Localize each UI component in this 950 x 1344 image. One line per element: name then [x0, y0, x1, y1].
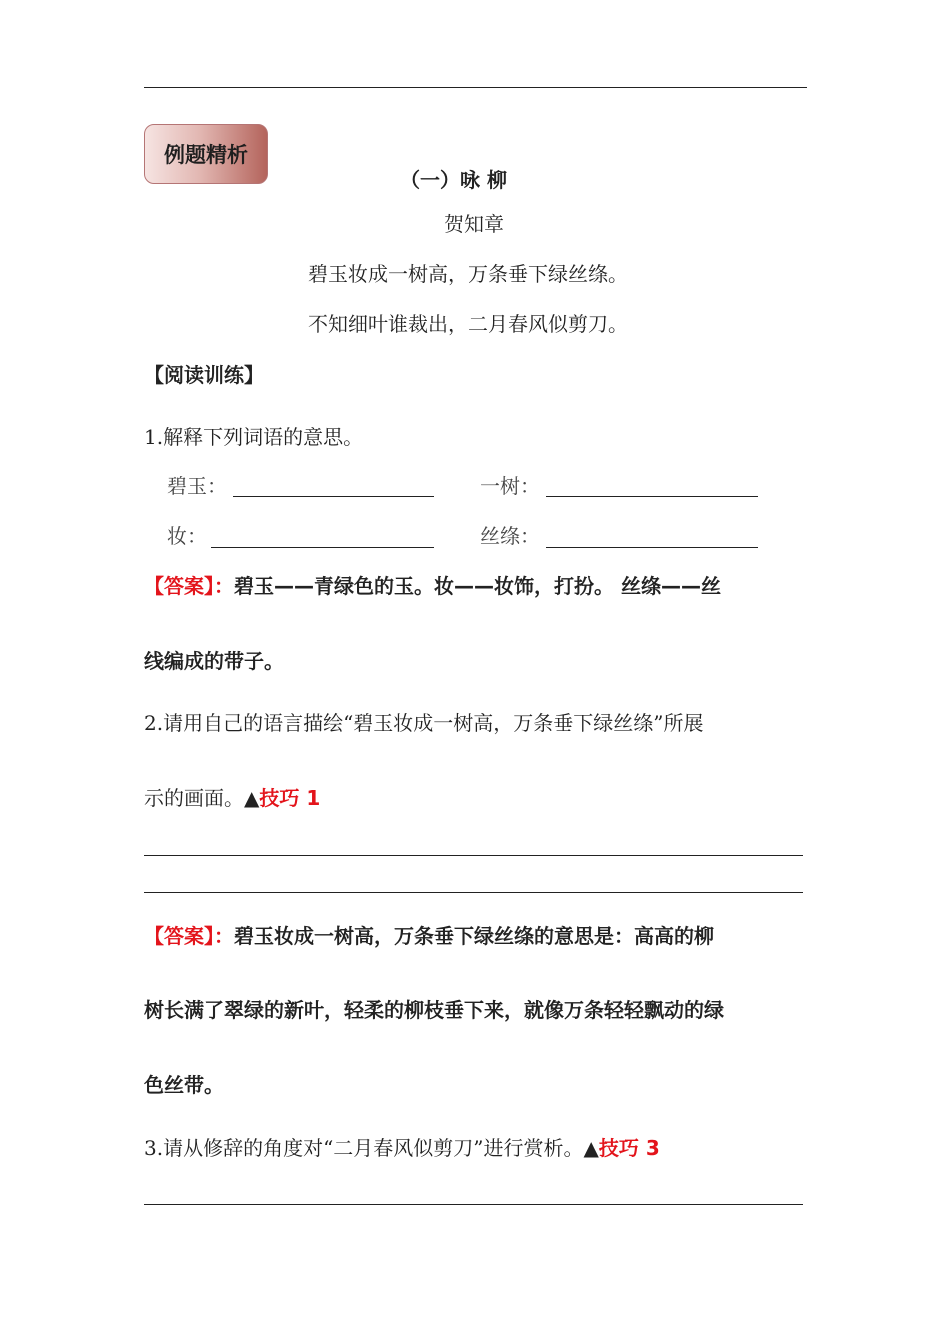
header-rule [144, 87, 807, 88]
blank-line-biyu [233, 496, 434, 497]
triangle-icon: ▲ [583, 1136, 599, 1160]
answer-2-line-1 [144, 926, 714, 946]
blank-label-sitao: 丝绦： [480, 524, 540, 548]
blank-label-zhuang: 妆： [167, 524, 207, 548]
skill-tag-3: 技巧 3 [598, 1136, 660, 1160]
poem-author: 贺知章 [444, 212, 504, 236]
answer-line-2a [144, 855, 803, 856]
blank-line-sitao [546, 547, 758, 548]
answer-1-tag: 【答案】： [144, 574, 234, 598]
poem-title: （一）咏 柳 [400, 168, 507, 192]
triangle-icon: ▲ [244, 786, 260, 810]
example-badge-label: 例题精析 [164, 143, 248, 167]
answer-line-2b [144, 892, 803, 893]
answer-1-line-2: 线编成的带子。 [144, 649, 284, 673]
blank-line-yishu [546, 496, 758, 497]
answer-line-3a [144, 1204, 803, 1205]
question-1-prompt: 1.解释下列词语的意思。 [144, 425, 364, 449]
answer-2-line-3: 色丝带。 [144, 1073, 224, 1097]
answer-1-line-1 [144, 576, 721, 596]
section-heading: 【阅读训练】 [144, 363, 264, 387]
answer-2-text-1: 碧玉妆成一树高，万条垂下绿丝绦的意思是：高高的柳 [234, 924, 714, 948]
question-3-prompt: 3.请从修辞的角度对“二月春风似剪刀”进行赏析。 [144, 1136, 584, 1160]
question-2-prompt-line-2 [144, 788, 320, 808]
question-2-prompt-line-1: 2.请用自己的语言描绘“碧玉妆成一树高，万条垂下绿丝绦”所展 [144, 711, 704, 735]
blank-line-zhuang [211, 547, 434, 548]
answer-2-tag: 【答案】： [144, 924, 234, 948]
example-badge [144, 124, 268, 184]
poem-line-2: 不知细叶谁裁出，二月春风似剪刀。 [308, 312, 628, 336]
question-2-prompt-text-2: 示的画面。 [144, 786, 244, 810]
answer-2-line-2: 树长满了翠绿的新叶，轻柔的柳枝垂下来，就像万条轻轻飘动的绿 [144, 998, 724, 1022]
skill-tag-1: 技巧 1 [259, 786, 321, 810]
poem-line-1: 碧玉妆成一树高，万条垂下绿丝绦。 [308, 262, 628, 286]
question-3-prompt-line [144, 1138, 660, 1158]
blank-label-yishu: 一树： [480, 474, 540, 498]
blank-label-biyu: 碧玉： [167, 474, 227, 498]
answer-1-text-1: 碧玉——青绿色的玉。妆——妆饰，打扮。 丝绦——丝 [234, 574, 721, 598]
